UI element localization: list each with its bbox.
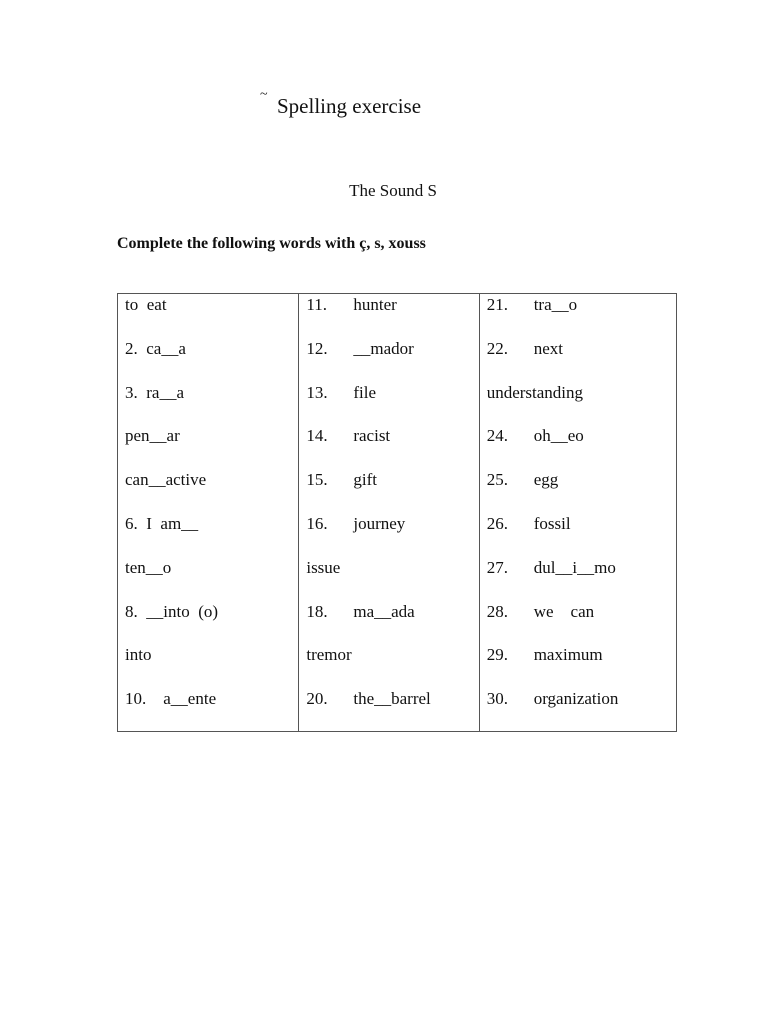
table-cell (299, 558, 478, 602)
item-word: ten__o (125, 557, 172, 577)
table-cell (299, 645, 478, 689)
item-number: 11. (306, 295, 327, 314)
item-number: 12. (306, 338, 328, 358)
table-cell (299, 426, 478, 470)
table-cell (480, 383, 676, 427)
table-column-2 (299, 294, 479, 731)
table-cell (480, 689, 676, 733)
table-cell (118, 602, 298, 646)
item-number: 15. (306, 470, 328, 490)
page-title: Spelling exercise (277, 94, 422, 118)
table-cell (480, 602, 676, 646)
table-cell (118, 339, 298, 383)
item-word: issue (306, 557, 341, 577)
item-word: oh__eo (533, 426, 584, 446)
item-number: 22. (486, 338, 508, 358)
item-word: egg (533, 470, 559, 490)
table-cell (480, 339, 676, 383)
item-word: 8. __into (o) (125, 601, 219, 621)
item-number: 16. (306, 513, 328, 533)
item-word: ma__ada (353, 601, 415, 621)
table-cell (299, 514, 478, 558)
item-word: gift (353, 470, 377, 490)
item-word: organization (533, 689, 619, 709)
item-word: we can (533, 601, 595, 621)
table-cell (480, 514, 676, 558)
item-number: 30. (486, 689, 508, 709)
item-number: 29. (486, 645, 508, 665)
item-number: 24. (486, 426, 508, 446)
item-word: 2. ca__a (125, 338, 186, 358)
item-word: understanding (486, 382, 584, 402)
item-word: hunter (353, 295, 397, 314)
item-number: 27. (486, 557, 508, 577)
item-word: __mador (353, 338, 414, 358)
table-column-1 (118, 294, 299, 731)
item-word: 3. ra__a (125, 382, 185, 402)
item-number: 20. (306, 689, 328, 709)
item-word: into (125, 645, 152, 665)
table-cell (299, 383, 478, 427)
item-word: file (353, 382, 376, 402)
item-word: can__active (125, 470, 207, 490)
table-cell (299, 339, 478, 383)
item-word: fossil (533, 513, 571, 533)
table-cell (118, 383, 298, 427)
item-word: maximum (533, 645, 603, 665)
item-word: pen__ar (125, 426, 180, 446)
table-column-3 (480, 294, 676, 731)
item-word: tremor (306, 645, 352, 665)
table-cell (118, 295, 298, 339)
table-cell (299, 602, 478, 646)
item-number: 13. (306, 382, 328, 402)
table-cell (480, 426, 676, 470)
item-word: tra__o (533, 295, 578, 314)
table-cell (299, 295, 478, 339)
title-tilde: ~ (260, 87, 268, 102)
exercise-table (117, 293, 677, 732)
item-number: 14. (306, 426, 328, 446)
table-cell (299, 689, 478, 733)
item-number: 28. (486, 601, 508, 621)
table-cell (118, 514, 298, 558)
table-cell (118, 645, 298, 689)
item-number: 26. (486, 513, 508, 533)
item-word: 6. I am__ (125, 513, 199, 533)
instruction-text: Complete the following words with ç, s, xouss (117, 235, 426, 252)
item-word: racist (353, 426, 391, 446)
item-number: 18. (306, 601, 328, 621)
item-number: 25. (486, 470, 508, 490)
item-word: the__barrel (353, 689, 431, 709)
table-cell (480, 558, 676, 602)
table-cell (480, 645, 676, 689)
table-cell (118, 470, 298, 514)
table-cell (480, 295, 676, 339)
item-word: to eat (125, 295, 167, 314)
table-cell (299, 470, 478, 514)
item-word: next (533, 338, 563, 358)
page-subtitle: The Sound S (349, 181, 437, 200)
table-cell (480, 470, 676, 514)
item-number: 21. (486, 295, 508, 314)
table-cell (118, 426, 298, 470)
item-word: dul__i__mo (533, 557, 616, 577)
table-cell (118, 558, 298, 602)
item-word: 10. a__ente (125, 689, 217, 709)
table-cell (118, 689, 298, 733)
item-word: journey (353, 513, 406, 533)
